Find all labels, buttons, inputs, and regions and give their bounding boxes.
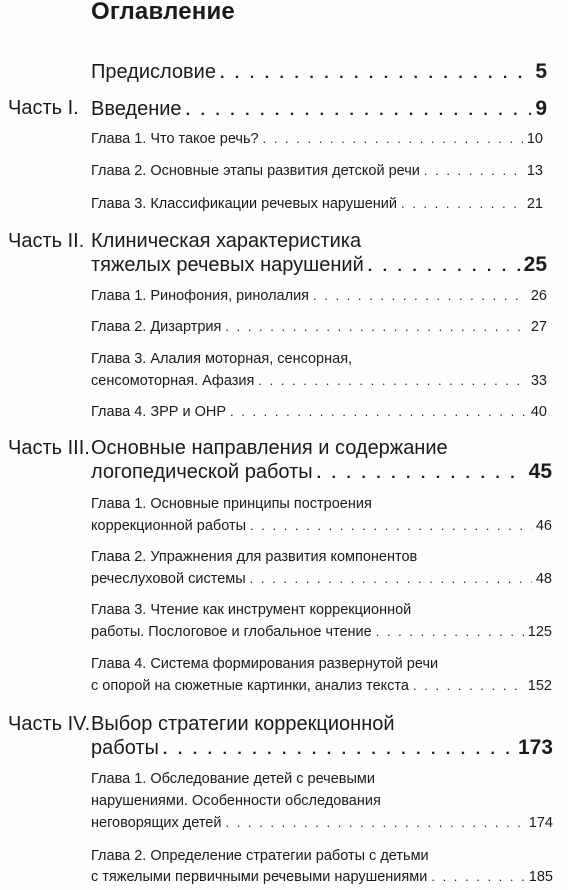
toc-entry-chapter[interactable] (91, 678, 552, 694)
part-label: Часть III. (8, 437, 90, 459)
entry-title: работы. Послоговое и глобальное чтение (91, 624, 372, 640)
entry-title: Глава 4. ЗРР и ОНР (91, 404, 226, 420)
dot-leader (401, 196, 523, 211)
page-number: 27 (530, 319, 547, 335)
dot-leader (376, 624, 524, 639)
dot-leader (186, 102, 532, 120)
toc-entry-chapter[interactable] (91, 163, 543, 179)
entry-title: Введение (91, 98, 182, 120)
entry-title: речеслуховой системы (91, 571, 246, 587)
page-number: 40 (530, 404, 547, 420)
toc-entry-chapter[interactable] (91, 288, 547, 304)
entry-title-line: Глава 2. Упражнения для развития компонентов (91, 549, 418, 565)
entry-title: коррекционной работы (91, 518, 247, 534)
entry-title-line: Глава 2. Определение стратегии работы с детьми (91, 848, 429, 864)
toc-entry-part[interactable] (91, 736, 553, 760)
dot-leader (368, 258, 520, 276)
page-number: 5 (535, 60, 547, 83)
toc-entry-chapter[interactable] (91, 404, 547, 420)
page-number: 13 (526, 163, 543, 179)
toc-entry-part[interactable] (91, 460, 552, 484)
page-number: 174 (528, 815, 553, 831)
entry-title-line: Основные направления и содержание (91, 437, 448, 459)
entry-title: работы (91, 737, 159, 759)
dot-leader (263, 131, 523, 146)
entry-title: логопедической работы (91, 461, 313, 483)
dot-leader (250, 518, 532, 533)
entry-title: тяжелых речевых нарушений (91, 254, 364, 276)
entry-title-line: Выбор стратегии коррекционной (91, 713, 395, 735)
dot-leader (431, 869, 524, 884)
entry-title-line: Глава 3. Алалия моторная, сенсорная, (91, 351, 353, 367)
dot-leader (317, 465, 525, 483)
entry-title: Глава 1. Ринофония, ринолалия (91, 288, 310, 304)
entry-title: с тяжелыми первичными речевыми нарушениями (91, 869, 428, 885)
part-label: Часть I. (8, 97, 79, 119)
entry-title: Глава 2. Дизартрия (91, 319, 222, 335)
entry-title-line: Глава 3. Чтение как инструмент коррекционной (91, 602, 412, 618)
dot-leader (413, 678, 524, 693)
toc-entry-part[interactable] (91, 253, 547, 277)
dot-leader (250, 571, 532, 586)
dot-leader (220, 65, 531, 83)
page-number: 46 (535, 518, 552, 534)
toc-entry-chapter[interactable] (91, 196, 543, 212)
entry-title: Глава 2. Основные этапы развития детской речи (91, 163, 420, 179)
dot-leader (163, 741, 514, 759)
entry-title: Предисловие (91, 61, 216, 83)
page-number: 25 (523, 253, 547, 276)
entry-title: Глава 3. Классификации речевых нарушений (91, 196, 397, 212)
toc-entry-chapter[interactable] (91, 815, 553, 831)
toc-entry-chapter[interactable] (91, 624, 552, 640)
page-number: 26 (530, 288, 547, 304)
entry-title-line: Глава 1. Обследование детей с речевыми (91, 771, 375, 787)
entry-title-line: Глава 4. Система формирования развернутой речи (91, 656, 439, 672)
dot-leader (230, 404, 527, 419)
dot-leader (424, 163, 523, 178)
page-number: 48 (535, 571, 552, 587)
toc-entry-chapter[interactable] (91, 131, 543, 147)
page-number: 152 (527, 678, 552, 694)
toc-entry-chapter[interactable] (91, 518, 552, 534)
toc-entry-chapter[interactable] (91, 571, 552, 587)
dot-leader (313, 288, 527, 303)
page-number: 173 (517, 736, 553, 759)
part-label: Часть II. (8, 230, 85, 252)
dot-leader (225, 815, 524, 830)
part-label: Часть IV. (8, 713, 91, 735)
page-number: 9 (535, 97, 547, 120)
entry-title: сенсомоторная. Афазия (91, 373, 255, 389)
toc-title: Оглавление (91, 0, 235, 25)
toc-entry-chapter[interactable] (91, 373, 547, 389)
page-number: 45 (528, 460, 552, 483)
toc-entry-preface[interactable] (91, 60, 547, 84)
entry-title: с опорой на сюжетные картинки, анализ текста (91, 678, 409, 694)
dot-leader (225, 319, 527, 334)
toc-entry-chapter[interactable] (91, 319, 547, 335)
entry-title-line: Глава 1. Основные принципы построения (91, 496, 372, 512)
page-number: 33 (530, 373, 547, 389)
toc-entry-chapter[interactable] (91, 869, 553, 885)
entry-title-line: нарушениями. Особенности обследования (91, 793, 381, 809)
entry-title: неговорящих детей (91, 815, 222, 831)
entry-title: Глава 1. Что такое речь? (91, 131, 259, 147)
toc-entry-part[interactable] (91, 97, 547, 121)
page-number: 125 (527, 624, 552, 640)
dot-leader (258, 373, 526, 388)
page-number: 10 (526, 131, 543, 147)
page-number: 21 (526, 196, 543, 212)
entry-title-line: Клиническая характеристика (91, 230, 362, 252)
page-number: 185 (528, 869, 553, 885)
